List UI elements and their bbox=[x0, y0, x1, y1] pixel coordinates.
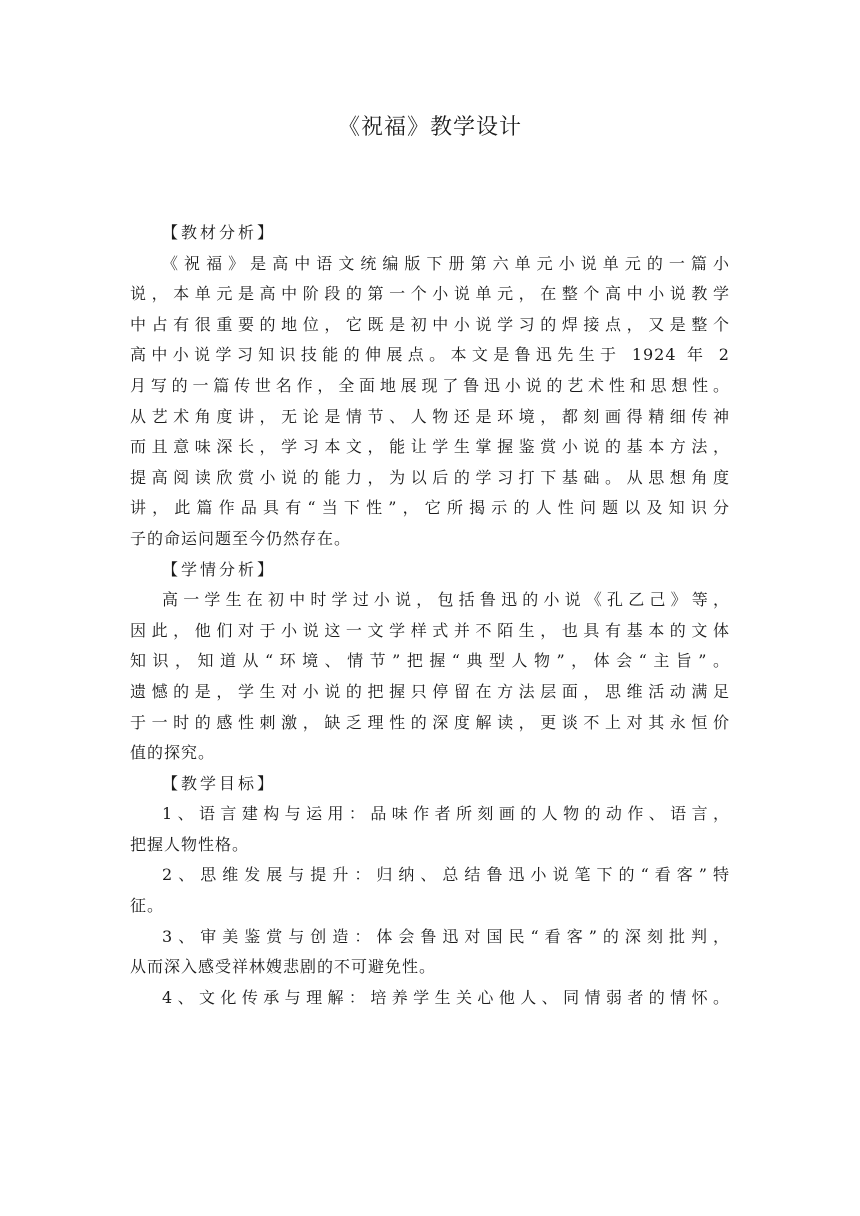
paragraph-line: 知识，知道从“环境、情节”把握“典型人物”，体会“主旨”。 bbox=[130, 651, 730, 671]
paragraph-line: 因此，他们对于小说这一文学样式并不陌生，也具有基本的文体 bbox=[130, 620, 730, 640]
objective-line: 3、审美鉴赏与创造：体会鲁迅对国民“看客”的深刻批判， bbox=[162, 926, 730, 946]
paragraph-line: 讲，此篇作品具有“当下性”，它所揭示的人性问题以及知识分 bbox=[130, 498, 730, 518]
objective-line: 征。 bbox=[130, 896, 165, 916]
objective-line: 从而深入感受祥林嫂悲剧的不可避免性。 bbox=[130, 957, 437, 977]
section-heading-textbook-analysis: 【教材分析】 bbox=[162, 223, 277, 242]
paragraph-line: 于一时的感性刺激，缺乏理性的深度解读，更谈不上对其永恒价 bbox=[130, 712, 730, 732]
paragraph-line: 从艺术角度讲，无论是情节、人物还是环境，都刻画得精细传神 bbox=[130, 406, 730, 426]
paragraph-line: 中占有很重要的地位，它既是初中小说学习的焊接点，又是整个 bbox=[130, 314, 730, 334]
paragraph-line: 值的探究。 bbox=[130, 743, 216, 763]
objective-line: 1、语言建构与运用：品味作者所刻画的人物的动作、语言， bbox=[162, 804, 730, 824]
objective-line: 2、思维发展与提升：归纳、总结鲁迅小说笔下的“看客”特 bbox=[162, 865, 730, 885]
paragraph-line: 《祝福》是高中语文统编版下册第六单元小说单元的一篇小 bbox=[162, 253, 730, 273]
document-title: 《祝福》教学设计 bbox=[337, 115, 522, 140]
paragraph-line: 高一学生在初中时学过小说，包括鲁迅的小说《孔乙己》等， bbox=[162, 590, 730, 610]
section-heading-teaching-objectives: 【教学目标】 bbox=[162, 773, 277, 793]
paragraph-line: 提高阅读欣赏小说的能力，为以后的学习打下基础。从思想角度 bbox=[130, 467, 730, 487]
paragraph-line: 说，本单元是高中阶段的第一个小说单元，在整个高中小说教学 bbox=[130, 284, 730, 304]
paragraph-line: 子的命运问题至今仍然存在。 bbox=[130, 528, 352, 548]
objective-line: 4、文化传承与理解：培养学生关心他人、同情弱者的情怀。 bbox=[162, 987, 730, 1007]
objective-line: 把握人物性格。 bbox=[130, 834, 250, 854]
paragraph-line: 月写的一篇传世名作，全面地展现了鲁迅小说的艺术性和思想性。 bbox=[130, 375, 730, 395]
section-heading-student-analysis: 【学情分析】 bbox=[162, 559, 277, 579]
paragraph-line: 遗憾的是，学生对小说的把握只停留在方法层面，思维活动满足 bbox=[130, 681, 730, 701]
document-body bbox=[130, 218, 730, 1013]
paragraph-line: 而且意味深长，学习本文，能让学生掌握鉴赏小说的基本方法， bbox=[130, 437, 730, 457]
paragraph-line: 高中小说学习知识技能的伸展点。本文是鲁迅先生于 1924 年 2 bbox=[130, 345, 730, 365]
